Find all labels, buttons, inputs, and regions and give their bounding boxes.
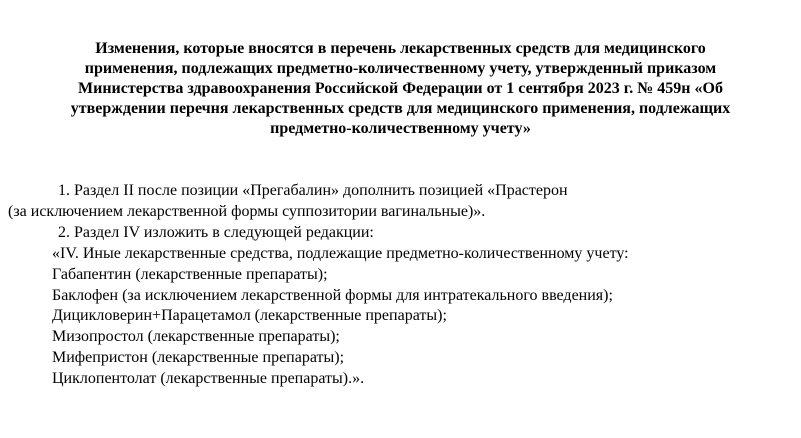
position-cyclopentolate: Циклопентолат (лекарственные препараты).». — [52, 370, 365, 388]
item-1-continuation: (за исключением лекарственной формы суппозитории вагинальные)». — [8, 202, 486, 220]
document-body — [0, 181, 801, 390]
title-line: применения, подлежащих предметно-количественному учету, утвержденный приказом — [84, 60, 717, 77]
section-iv-heading: «IV. Иные лекарственные средства, подлежащие предметно-количественному учету: — [52, 244, 629, 262]
item-1-text: 1. Раздел II после позиции «Прегабалин» дополнить позицией «Прастерон — [58, 182, 568, 199]
position-misoprostol: Мизопростол (лекарственные препараты); — [52, 328, 340, 346]
title-line: предметно-количественному учету» — [270, 120, 531, 137]
title-line: утверждении перечня лекарственных средств для медицинского применения, подлежащих — [70, 100, 731, 117]
item-2-text: 2. Раздел IV изложить в следующей редакции: — [58, 223, 374, 241]
position-mifepristone: Мифепристон (лекарственные препараты); — [52, 349, 345, 367]
position-dicycloverine-paracetamol: Дицикловерин+Парацетамол (лекарственные препараты); — [52, 307, 447, 325]
position-baclofen: Баклофен (за исключением лекарственной формы для интратекального введения); — [52, 286, 613, 304]
document-title — [0, 39, 801, 139]
title-line: Министерства здравоохранения Российской Федерации от 1 сентября 2023 г. № 459н «Об — [78, 80, 723, 97]
title-line: Изменения, которые вносятся в перечень лекарственных средств для медицинского — [95, 40, 706, 57]
position-gabapentin: Габапентин (лекарственные препараты); — [52, 265, 328, 283]
